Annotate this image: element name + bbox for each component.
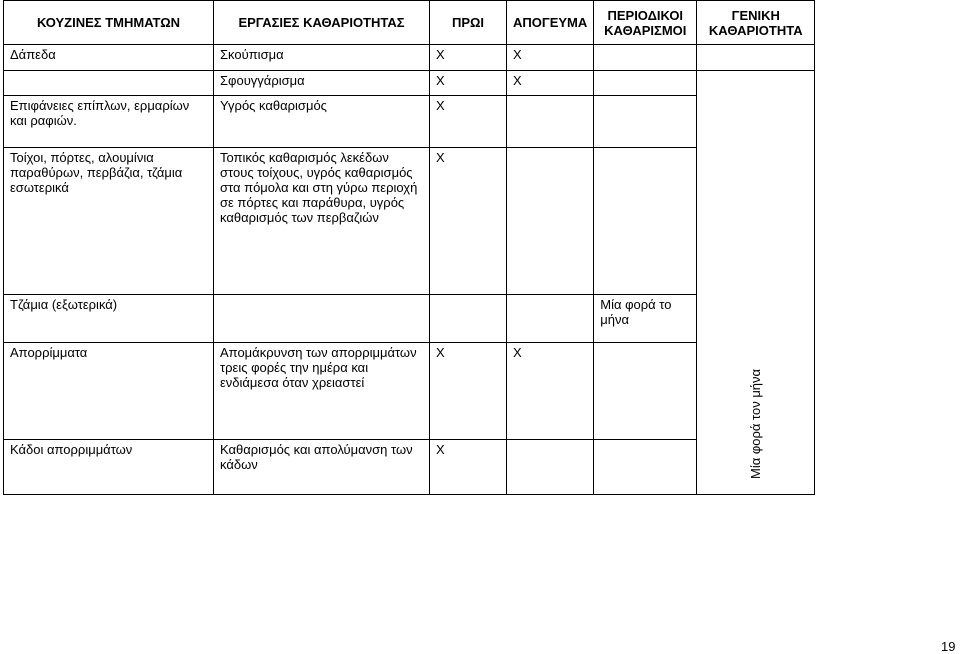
zone-cell: Τοίχοι, πόρτες, αλουμίνια παραθύρων, περβάζια, τζάμια εσωτερικά	[4, 148, 214, 295]
periodic-cell	[594, 148, 697, 295]
morning-cell: X	[430, 45, 507, 71]
cleaning-schedule-table	[3, 0, 815, 495]
table-row	[4, 343, 815, 440]
general-merged-cell	[697, 71, 815, 495]
header-morning: ΠΡΩΙ	[430, 1, 507, 45]
general-cell	[697, 45, 815, 71]
page-number: 19	[941, 639, 956, 654]
morning-cell	[430, 295, 507, 343]
task-cell: Σφουγγάρισμα	[214, 71, 430, 96]
table-row	[4, 440, 815, 495]
periodic-cell	[594, 45, 697, 71]
morning-cell: X	[430, 343, 507, 440]
periodic-cell	[594, 71, 697, 96]
table-row	[4, 148, 815, 295]
afternoon-cell	[507, 295, 594, 343]
afternoon-cell	[507, 96, 594, 148]
afternoon-cell	[507, 440, 594, 495]
header-zones: ΚΟΥΖΙΝΕΣ ΤΜΗΜΑΤΩΝ	[4, 1, 214, 45]
morning-cell: X	[430, 148, 507, 295]
afternoon-cell: X	[507, 45, 594, 71]
afternoon-cell: X	[507, 343, 594, 440]
table-row	[4, 45, 815, 71]
morning-cell: X	[430, 440, 507, 495]
zone-cell: Κάδοι απορριμμάτων	[4, 440, 214, 495]
table-row	[4, 295, 815, 343]
periodic-cell	[594, 343, 697, 440]
task-cell: Τοπικός καθαρισμός λεκέδων στους τοίχους, υγρός καθαρισμός στα πόμολα και στη γύρω περιοχή σε πόρτες και παράθυρα, υγρός καθαρισμός των περβαζιών	[214, 148, 430, 295]
header-periodic: ΠΕΡΙΟΔΙΚΟΙ ΚΑΘΑΡΙΣΜΟΙ	[594, 1, 697, 45]
morning-cell: X	[430, 71, 507, 96]
zone-cell: Επιφάνειες επίπλων, ερμαρίων και ραφιών.	[4, 96, 214, 148]
periodic-cell	[594, 96, 697, 148]
task-cell: Σκούπισμα	[214, 45, 430, 71]
afternoon-cell: X	[507, 71, 594, 96]
header-afternoon: ΑΠΟΓΕΥΜΑ	[507, 1, 594, 45]
afternoon-cell	[507, 148, 594, 295]
task-cell	[214, 295, 430, 343]
general-note: Μία φορά τον μήνα	[747, 368, 763, 479]
table-row	[4, 96, 815, 148]
task-cell: Καθαρισμός και απολύμανση των κάδων	[214, 440, 430, 495]
header-tasks: ΕΡΓΑΣΙΕΣ ΚΑΘΑΡΙΟΤΗΤΑΣ	[214, 1, 430, 45]
morning-cell: X	[430, 96, 507, 148]
periodic-cell: Μία φορά το μήνα	[594, 295, 697, 343]
periodic-cell	[594, 440, 697, 495]
header-row	[4, 1, 815, 45]
zone-cell	[4, 71, 214, 96]
task-cell: Απομάκρυνση των απορριμμάτων τρεις φορές την ημέρα και ενδιάμεσα όταν χρειαστεί	[214, 343, 430, 440]
task-cell: Υγρός καθαρισμός	[214, 96, 430, 148]
table-row	[4, 71, 815, 96]
zone-cell: Δάπεδα	[4, 45, 214, 71]
zone-cell: Απορρίμματα	[4, 343, 214, 440]
zone-cell: Τζάμια (εξωτερικά)	[4, 295, 214, 343]
header-general: ΓΕΝΙΚΗ ΚΑΘΑΡΙΟΤΗΤΑ	[697, 1, 815, 45]
